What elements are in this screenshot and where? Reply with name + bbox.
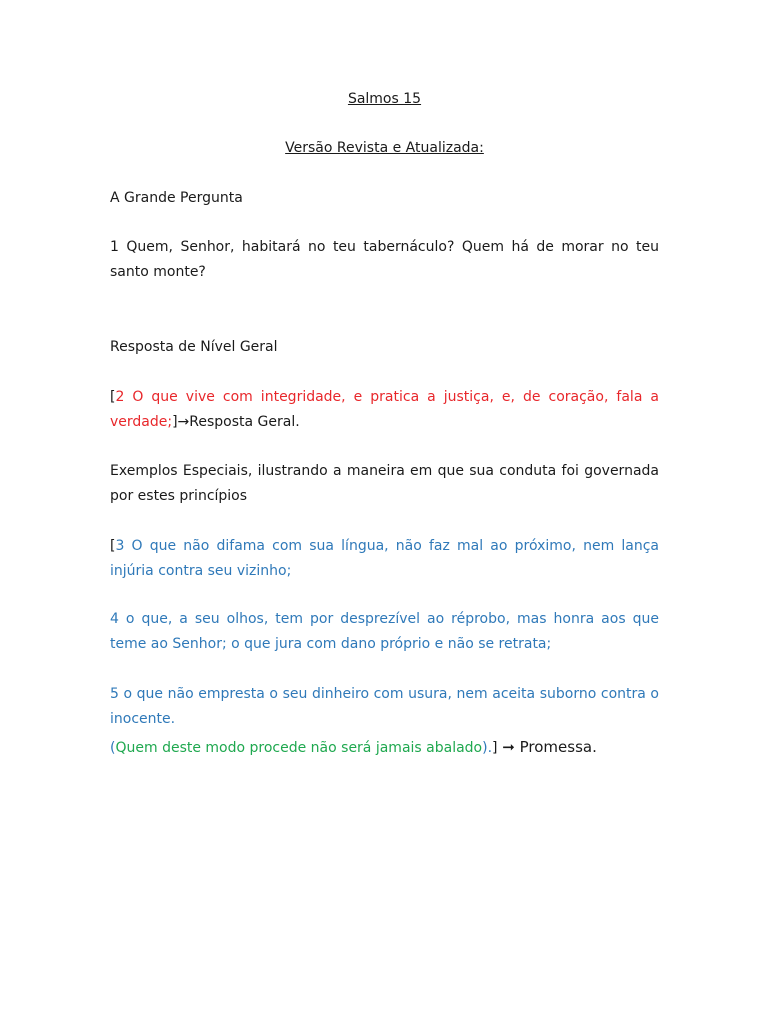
verse-1: 1 Quem, Senhor, habitará no teu tabernáculo? Quem há de morar no teu santo monte? <box>110 239 659 280</box>
verse-3-text: 3 O que não difama com sua língua, não faz mal ao próximo, nem lança injúria contra seu vizinho; <box>110 538 659 579</box>
arrow-icon: ➞ <box>497 738 520 756</box>
closing-text: Quem deste modo procede não será jamais abalado <box>115 740 483 756</box>
open-bracket: [ <box>110 389 116 405</box>
verse-4: 4 o que, a seu olhos, tem por desprezível ao réprobo, mas honra aos que teme ao Senhor; o que jura com dano próprio e não se retrata; <box>110 611 659 652</box>
version-label: Versão Revista e Atualizada: <box>285 140 484 156</box>
verse-3-paragraph <box>110 534 659 583</box>
closing-open-paren: ( <box>110 740 116 756</box>
examples-paragraph: Exemplos Especiais, ilustrando a maneira em que sua conduta foi governada por estes princípios <box>110 463 659 504</box>
closing-line <box>110 735 659 761</box>
open-bracket: [ <box>110 538 116 554</box>
heading-resposta-geral: Resposta de Nível Geral <box>110 339 278 355</box>
verse-2-text: 2 O que vive com integridade, e pratica a justiça, e, de coração, fala a verdade; <box>110 389 659 430</box>
heading-grande-pergunta: A Grande Pergunta <box>110 190 243 206</box>
document-title: Salmos 15 <box>347 91 422 107</box>
closing-close-paren: ). <box>482 740 493 756</box>
promessa-label: Promessa. <box>519 738 597 756</box>
closing-bracket: ] <box>492 740 498 756</box>
verse-5: 5 o que não empresta o seu dinheiro com usura, nem aceita suborno contra o inocente. <box>110 686 659 727</box>
resposta-geral-annotation: ]→Resposta Geral. <box>172 413 300 430</box>
verse-2-paragraph <box>110 385 659 434</box>
